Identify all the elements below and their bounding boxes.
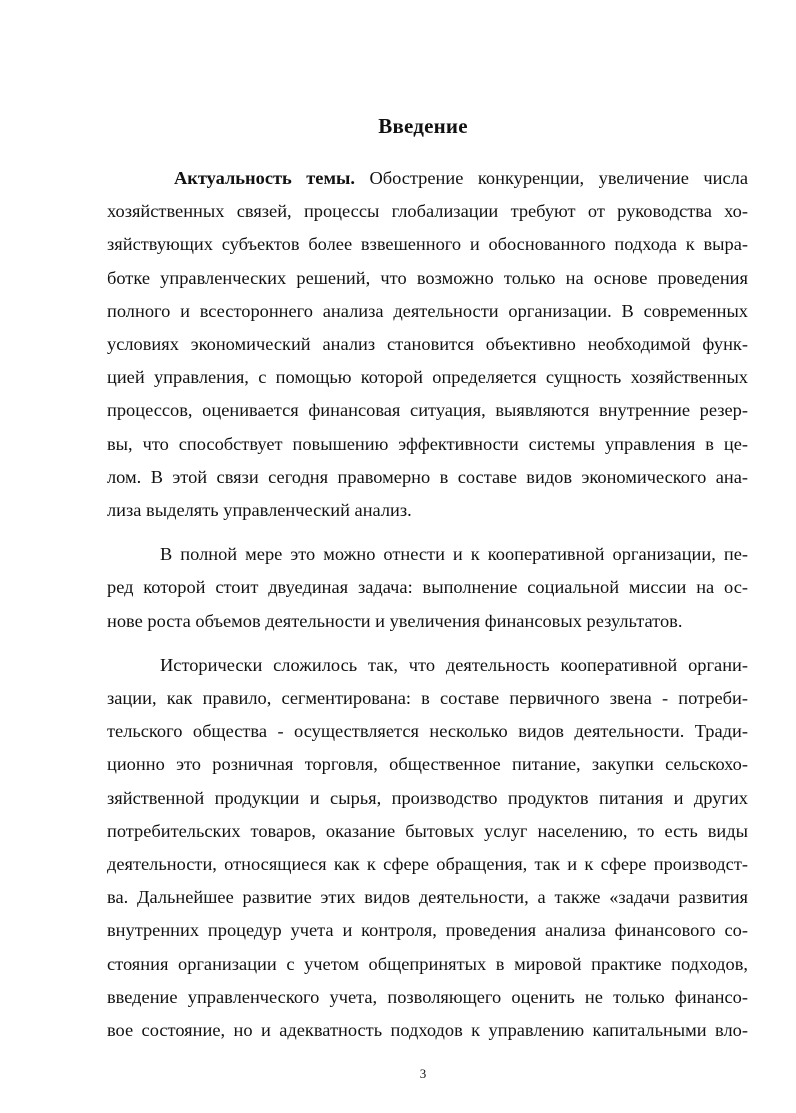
text-line: хозяйственных связей, процессы глобализации требуют от руководства хо- [107,201,748,222]
text-line: нове роста объемов деятельности и увеличения финансовых результатов. [107,610,683,631]
text-line: внутренних процедур учета и контроля, проведения анализа финансового со- [107,920,748,941]
text-line: стояния организации с учетом общепринятых в мировой практике подходов, [107,953,748,974]
text-line: ционно это розничная торговля, общественное питание, закупки сельскохо- [107,754,748,775]
text-line: лиза выделять управленческий анализ. [107,500,412,521]
paragraph-cooperative [107,538,748,638]
page-title: Введение [378,114,468,138]
text-line: полного и всестороннего анализа деятельности организации. В современных [107,300,748,321]
text-line: вое состояние, но и адекватность подходов к управлению капитальными вло- [107,1020,748,1041]
text-line: лом. В этой связи сегодня правомерно в составе видов экономического ана- [107,466,748,487]
text-line: тельского общества - осуществляется несколько видов деятельности. Тради- [107,721,748,742]
text-line: зяйствующих субъектов более взвешенного и обоснованного подхода к выра- [107,234,748,255]
text-line: ред которой стоит двуединая задача: выполнение социальной миссии на ос- [107,577,748,598]
text-line: введение управленческого учета, позволяющего оценить не только финансо- [107,986,748,1007]
text-line: цией управления, с помощью которой определяется сущность хозяйственных [107,367,748,388]
text-line: вы, что способствует повышению эффективности системы управления в це- [107,433,748,454]
text-line: зации, как правило, сегментирована: в составе первичного звена - потреби- [107,688,748,709]
paragraph-relevance [107,162,748,527]
text-line: процессов, оценивается финансовая ситуация, выявляются внутренние резер- [107,400,748,421]
relevance-lead: Актуальность темы. [174,168,355,188]
text-line: ботке управленческих решений, что возможно только на основе проведения [107,267,748,288]
text-line: деятельности, относящиеся как к сфере обращения, так и к сфере производст- [107,854,748,875]
text-line: зяйственной продукции и сырья, производство продуктов питания и других [107,787,748,808]
text-line [107,162,748,195]
body-text [107,162,748,1047]
text-line: Исторически сложилось так, что деятельность кооперативной органи- [160,654,748,675]
paragraph-history [107,649,748,1047]
text-line-content: Обострение конкуренции, увеличение числа [369,168,748,188]
page-number: 3 [419,1066,427,1081]
text-line: В полной мере это можно отнести и к кооперативной организации, пе- [160,544,748,565]
text-line: ва. Дальнейшее развитие этих видов деятельности, а также «задачи развития [107,887,748,908]
text-line: потребительских товаров, оказание бытовых услуг населению, то есть виды [107,820,748,841]
text-line: условиях экономический анализ становится объективно необходимой функ- [107,334,748,355]
